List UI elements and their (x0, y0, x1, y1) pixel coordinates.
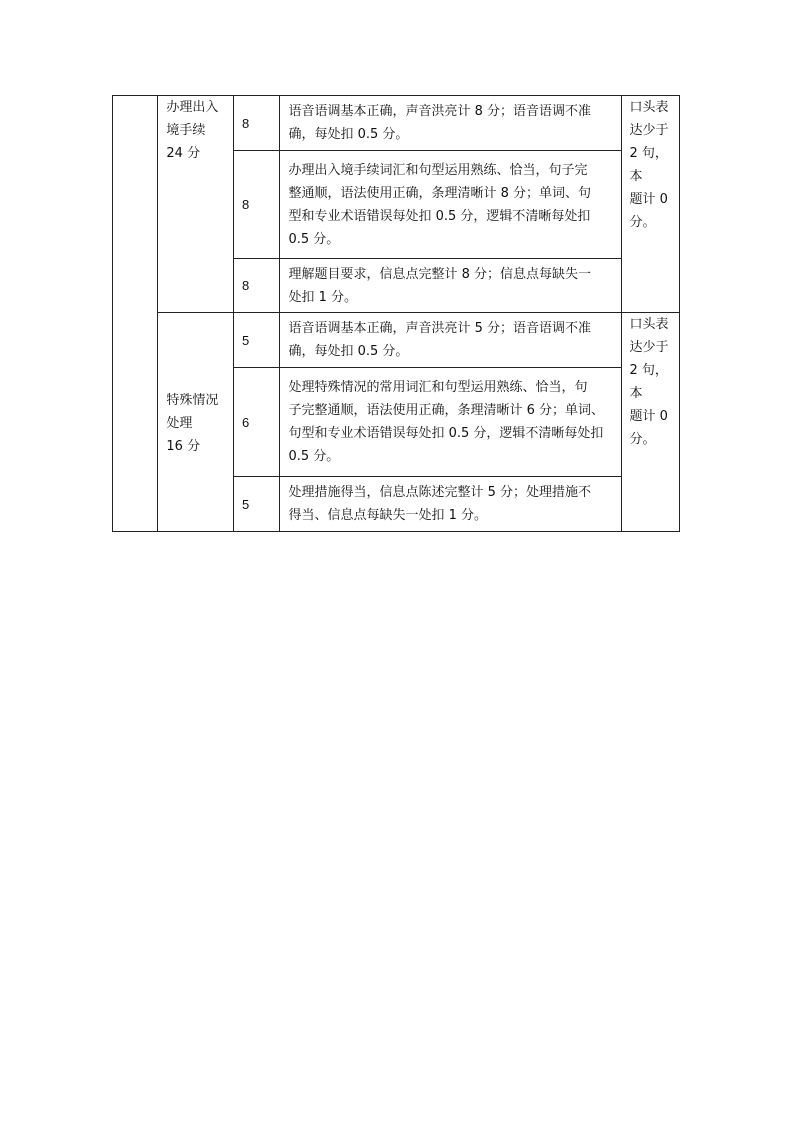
criteria-line: 确，每处扣 0.5 分。 (288, 127, 409, 142)
table-row (113, 96, 680, 151)
criteria-cell (280, 151, 622, 259)
score-cell: 6 (234, 368, 280, 477)
criteria-line: 办理出入境手续词汇和句型运用熟练、恰当，句子完 (288, 162, 588, 178)
note-line: 2 句，本 (629, 363, 668, 401)
blank-column-cell (113, 96, 158, 532)
score-cell: 8 (234, 96, 280, 151)
score-cell: 5 (234, 313, 280, 368)
note-line: 分。 (629, 432, 656, 447)
criteria-line: 处理特殊情况的常用词汇和句型运用熟练、恰当，句 (288, 380, 588, 395)
criteria-line: 确，每处扣 0.5 分。 (288, 344, 409, 359)
note-line: 分。 (629, 215, 656, 230)
note-line: 题计 0 (629, 192, 668, 207)
criteria-cell (280, 477, 622, 532)
criteria-line: 0.5 分。 (288, 449, 340, 464)
criteria-line: 整通顺，语法使用正确，条理清晰计 8 分；单词、句 (288, 185, 591, 201)
note-line: 2 句，本 (629, 146, 668, 184)
criteria-line: 语音语调基本正确，声音洪亮计 5 分；语音语调不准 (288, 321, 591, 336)
score-cell: 5 (234, 477, 280, 532)
criteria-line: 理解题目要求，信息点完整计 8 分；信息点每缺失一 (288, 266, 591, 282)
criteria-cell (280, 259, 622, 313)
category-cell (158, 96, 234, 313)
score-cell: 8 (234, 151, 280, 259)
note-cell (622, 313, 680, 532)
criteria-line: 处理措施得当，信息点陈述完整计 5 分；处理措施不 (288, 485, 591, 500)
category-line: 境手续 (166, 123, 206, 138)
criteria-line: 句型和专业术语错误每处扣 0.5 分，逻辑不清晰每处扣 (288, 426, 604, 441)
category-line: 办理出入 (166, 100, 219, 115)
note-cell (622, 96, 680, 313)
note-line: 达少于 (629, 340, 669, 355)
table-row (113, 313, 680, 368)
criteria-cell (280, 96, 622, 151)
category-line: 处理 (166, 415, 193, 431)
note-line: 达少于 (629, 123, 669, 138)
note-line: 口头表 (629, 100, 669, 115)
score-cell: 8 (234, 259, 280, 313)
note-line: 题计 0 (629, 409, 668, 424)
category-cell (158, 313, 234, 532)
category-points: 24 分 (166, 146, 201, 161)
criteria-cell (280, 313, 622, 368)
criteria-line: 处扣 1 分。 (288, 289, 357, 305)
criteria-line: 语音语调基本正确，声音洪亮计 8 分；语音语调不准 (288, 104, 591, 119)
criteria-line: 子完整通顺，语法使用正确，条理清晰计 6 分；单词、 (288, 403, 604, 418)
criteria-line: 0.5 分。 (288, 231, 340, 247)
scoring-table (112, 95, 680, 532)
criteria-line: 型和专业术语错误每处扣 0.5 分，逻辑不清晰每处扣 (288, 208, 591, 224)
category-line: 特殊情况 (166, 392, 219, 408)
criteria-line: 得当、信息点每缺失一处扣 1 分。 (288, 508, 487, 523)
criteria-cell (280, 368, 622, 477)
note-line: 口头表 (629, 317, 669, 332)
category-points: 16 分 (166, 438, 201, 454)
